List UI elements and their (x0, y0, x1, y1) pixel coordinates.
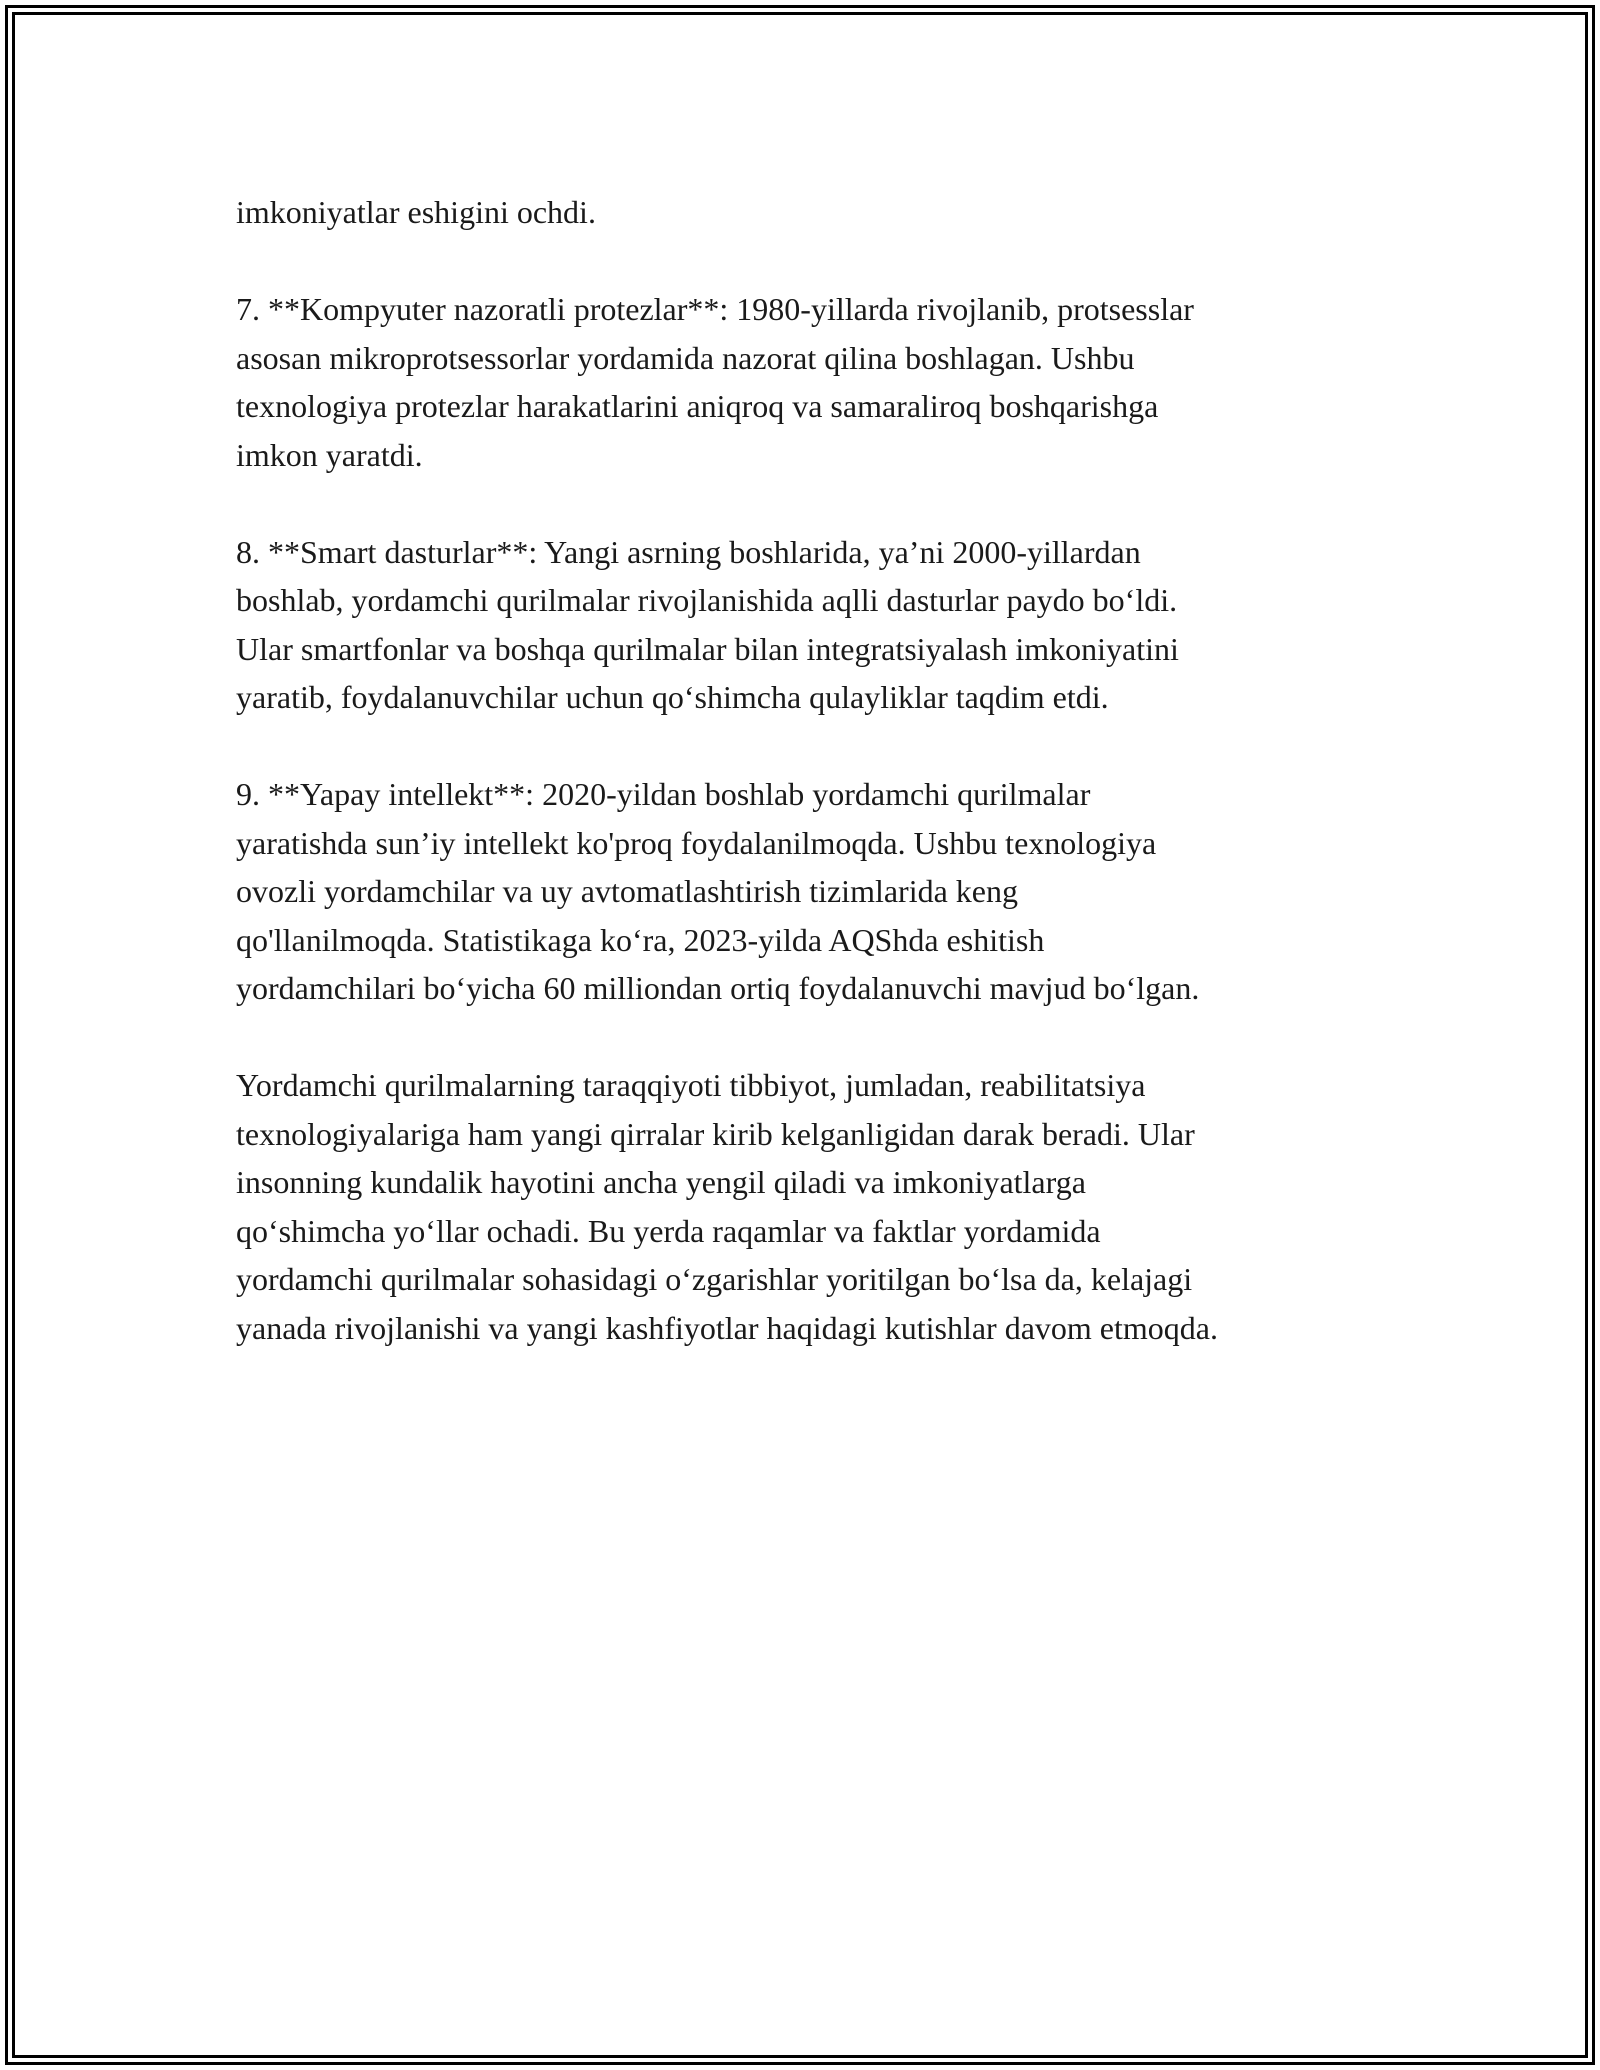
text-line: texnologiya protezlar harakatlarini aniqroq va samaraliroq boshqarishga (236, 388, 1159, 424)
text-line: qo'llanilmoqda. Statistikaga ko‘ra, 2023-yilda AQShda eshitish (236, 921, 1045, 958)
text-line: yordamchilari bo‘yicha 60 milliondan ortiq foydalanuvchi mavjud bo‘lgan. (236, 970, 1200, 1006)
text-line: yanada rivojlanishi va yangi kashfiyotlar haqidagi kutishlar davom etmoqda. (236, 1309, 1218, 1346)
text-line: texnologiyalariga ham yangi qirralar kirib kelganligidan darak beradi. Ular (236, 1115, 1195, 1152)
text-line: yaratib, foydalanuvchilar uchun qo‘shimcha qulayliklar taqdim etdi. (236, 679, 1109, 715)
paragraph-item-8 (236, 528, 1416, 722)
text-line: asosan mikroprotsessorlar yordamida nazorat qilina boshlagan. Ushbu (236, 339, 1135, 376)
paragraph-item-9 (236, 770, 1416, 1013)
text-line: boshlab, yordamchi qurilmalar rivojlanishida aqlli dasturlar paydo bo‘ldi. (236, 582, 1178, 618)
text-line: qo‘shimcha yo‘llar ochadi. Bu yerda raqamlar va faktlar yordamida (236, 1212, 1101, 1249)
text-line: yordamchi qurilmalar sohasidagi o‘zgarishlar yoritilgan bo‘lsa da, kelajagi (236, 1261, 1193, 1297)
paragraph-item-7 (236, 285, 1416, 479)
text-line: 8. **Smart dasturlar**: Yangi asrning boshlarida, ya’ni 2000-yillardan (236, 533, 1141, 570)
text-line: 7. **Kompyuter nazoratli protezlar**: 1980-yillarda rivojlanib, protsesslar (236, 291, 1194, 327)
text-line: imkon yaratdi. (236, 436, 423, 473)
text-line: Yordamchi qurilmalarning taraqqiyoti tibbiyot, jumladan, reabilitatsiya (236, 1067, 1146, 1103)
text-line: yaratishda sun’iy intellekt ko'proq foydalanilmoqda. Ushbu texnologiya (236, 824, 1157, 861)
paragraph-conclusion (236, 1061, 1416, 1352)
text-line: ovozli yordamchilar va uy avtomatlashtirish tizimlarida keng (236, 873, 1018, 909)
text-line: insonning kundalik hayotini ancha yengil qiladi va imkoniyatlarga (236, 1164, 1086, 1200)
paragraph-continuation (236, 188, 1416, 237)
document-body (236, 188, 1416, 1401)
text-line: Ular smartfonlar va boshqa qurilmalar bilan integratsiyalash imkoniyatini (236, 630, 1179, 667)
text-line: 9. **Yapay intellekt**: 2020-yildan boshlab yordamchi qurilmalar (236, 776, 1091, 812)
text-line: imkoniyatlar eshigini ochdi. (236, 194, 596, 230)
